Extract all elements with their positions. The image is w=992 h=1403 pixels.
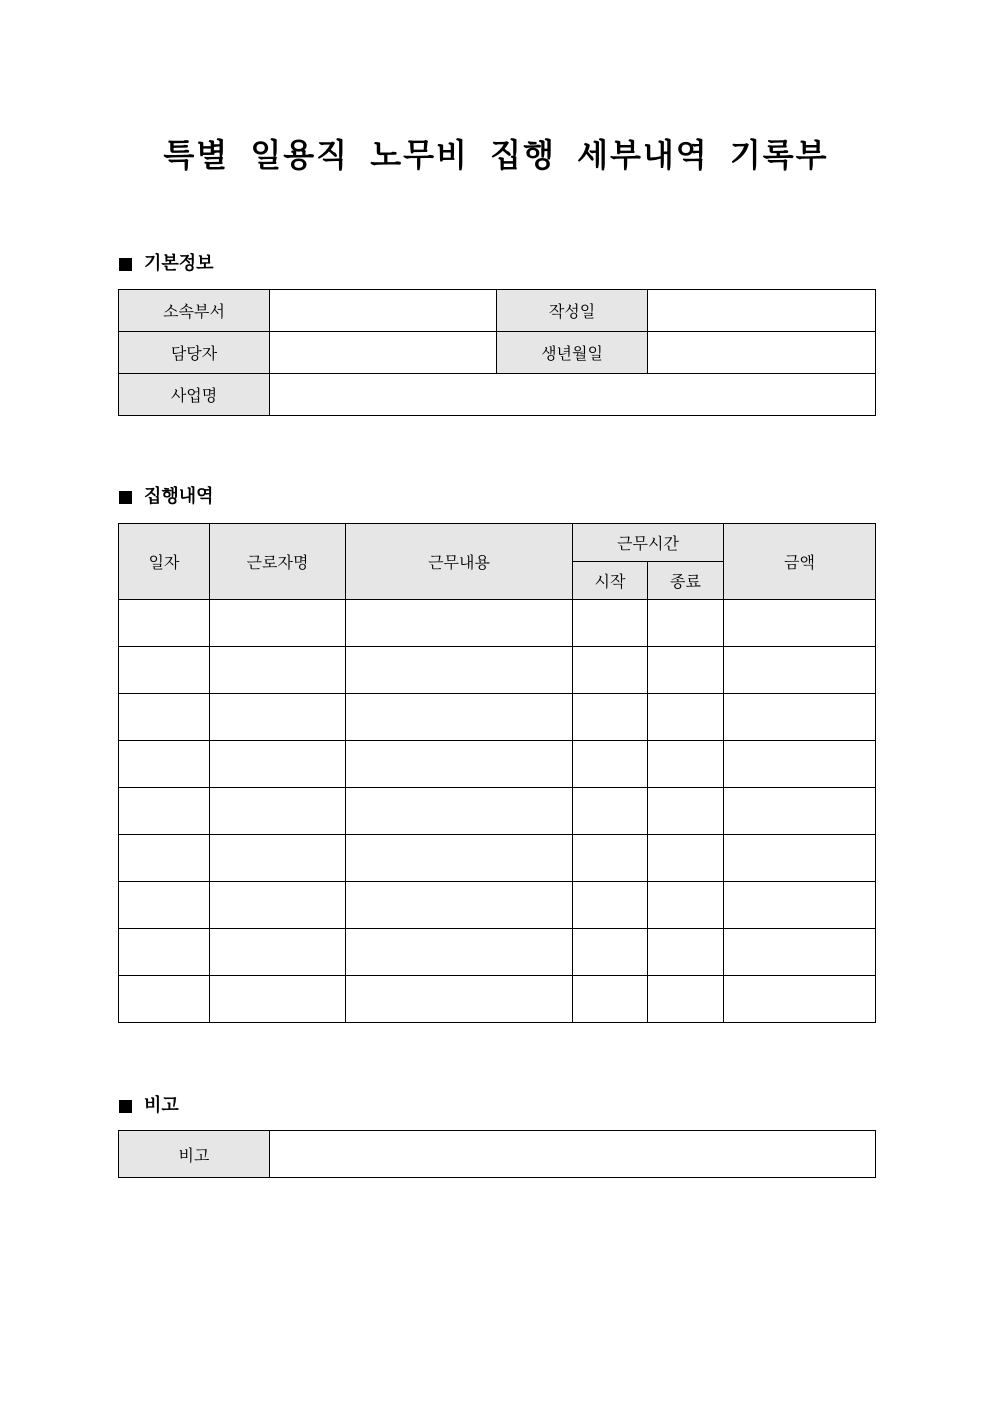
- table-row: [119, 374, 876, 416]
- note-field[interactable]: [270, 1131, 876, 1178]
- table-row: [119, 741, 876, 788]
- table-row: [119, 788, 876, 835]
- date-cell[interactable]: [119, 835, 210, 882]
- table-row: [119, 290, 876, 332]
- worker-name-cell[interactable]: [210, 694, 346, 741]
- section-heading-label: 비고: [144, 1095, 179, 1116]
- page-title: 특별 일용직 노무비 집행 세부내역 기록부: [163, 136, 829, 174]
- square-bullet-icon: [119, 258, 132, 271]
- note-label: 비고: [119, 1131, 270, 1178]
- start-time-cell[interactable]: [573, 835, 648, 882]
- section-heading-execution: [119, 485, 214, 509]
- start-time-cell[interactable]: [573, 929, 648, 976]
- work-content-cell[interactable]: [346, 600, 573, 647]
- table-row: [119, 647, 876, 694]
- birthdate-field[interactable]: [648, 332, 876, 374]
- date-written-field[interactable]: [648, 290, 876, 332]
- project-name-label: 사업명: [119, 374, 270, 416]
- work-content-cell[interactable]: [346, 929, 573, 976]
- date-cell[interactable]: [119, 694, 210, 741]
- header-start: 시작: [573, 562, 648, 600]
- amount-cell[interactable]: [724, 647, 876, 694]
- start-time-cell[interactable]: [573, 647, 648, 694]
- end-time-cell[interactable]: [648, 600, 724, 647]
- work-content-cell[interactable]: [346, 694, 573, 741]
- person-in-charge-label: 담당자: [119, 332, 270, 374]
- start-time-cell[interactable]: [573, 600, 648, 647]
- worker-name-cell[interactable]: [210, 929, 346, 976]
- start-time-cell[interactable]: [573, 882, 648, 929]
- date-cell[interactable]: [119, 976, 210, 1023]
- start-time-cell[interactable]: [573, 976, 648, 1023]
- start-time-cell[interactable]: [573, 694, 648, 741]
- header-worker-name: 근로자명: [210, 524, 346, 600]
- section-heading-label: 기본정보: [144, 253, 214, 274]
- square-bullet-icon: [119, 491, 132, 504]
- table-row: [119, 835, 876, 882]
- date-cell[interactable]: [119, 929, 210, 976]
- amount-cell[interactable]: [724, 600, 876, 647]
- section-heading-note: [119, 1094, 179, 1118]
- amount-cell[interactable]: [724, 741, 876, 788]
- worker-name-cell[interactable]: [210, 647, 346, 694]
- worker-name-cell[interactable]: [210, 741, 346, 788]
- amount-cell[interactable]: [724, 929, 876, 976]
- square-bullet-icon: [119, 1100, 132, 1113]
- start-time-cell[interactable]: [573, 741, 648, 788]
- table-row: [119, 929, 876, 976]
- table-row: [119, 332, 876, 374]
- header-work-time: 근무시간: [573, 524, 724, 562]
- worker-name-cell[interactable]: [210, 835, 346, 882]
- header-amount: 금액: [724, 524, 876, 600]
- birthdate-label: 생년월일: [497, 332, 648, 374]
- department-field[interactable]: [270, 290, 497, 332]
- end-time-cell[interactable]: [648, 647, 724, 694]
- worker-name-cell[interactable]: [210, 788, 346, 835]
- note-table: [118, 1130, 876, 1178]
- amount-cell[interactable]: [724, 694, 876, 741]
- header-date: 일자: [119, 524, 210, 600]
- end-time-cell[interactable]: [648, 694, 724, 741]
- date-cell[interactable]: [119, 647, 210, 694]
- end-time-cell[interactable]: [648, 741, 724, 788]
- table-row: [119, 1131, 876, 1178]
- table-row: [119, 600, 876, 647]
- amount-cell[interactable]: [724, 835, 876, 882]
- table-row: [119, 882, 876, 929]
- end-time-cell[interactable]: [648, 882, 724, 929]
- person-in-charge-field[interactable]: [270, 332, 497, 374]
- table-header-row: [119, 524, 876, 562]
- worker-name-cell[interactable]: [210, 882, 346, 929]
- section-heading-basic-info: [119, 252, 214, 276]
- work-content-cell[interactable]: [346, 835, 573, 882]
- amount-cell[interactable]: [724, 882, 876, 929]
- end-time-cell[interactable]: [648, 835, 724, 882]
- table-row: [119, 694, 876, 741]
- table-row: [119, 976, 876, 1023]
- work-content-cell[interactable]: [346, 741, 573, 788]
- header-end: 종료: [648, 562, 724, 600]
- date-cell[interactable]: [119, 788, 210, 835]
- date-cell[interactable]: [119, 741, 210, 788]
- work-content-cell[interactable]: [346, 788, 573, 835]
- start-time-cell[interactable]: [573, 788, 648, 835]
- end-time-cell[interactable]: [648, 788, 724, 835]
- basic-info-table: [118, 289, 876, 416]
- end-time-cell[interactable]: [648, 929, 724, 976]
- work-content-cell[interactable]: [346, 647, 573, 694]
- amount-cell[interactable]: [724, 788, 876, 835]
- work-content-cell[interactable]: [346, 882, 573, 929]
- project-name-field[interactable]: [270, 374, 876, 416]
- date-cell[interactable]: [119, 882, 210, 929]
- worker-name-cell[interactable]: [210, 600, 346, 647]
- work-content-cell[interactable]: [346, 976, 573, 1023]
- date-cell[interactable]: [119, 600, 210, 647]
- department-label: 소속부서: [119, 290, 270, 332]
- amount-cell[interactable]: [724, 976, 876, 1023]
- end-time-cell[interactable]: [648, 976, 724, 1023]
- worker-name-cell[interactable]: [210, 976, 346, 1023]
- section-heading-label: 집행내역: [144, 486, 214, 507]
- execution-table: [118, 523, 876, 1023]
- date-written-label: 작성일: [497, 290, 648, 332]
- header-work-content: 근무내용: [346, 524, 573, 600]
